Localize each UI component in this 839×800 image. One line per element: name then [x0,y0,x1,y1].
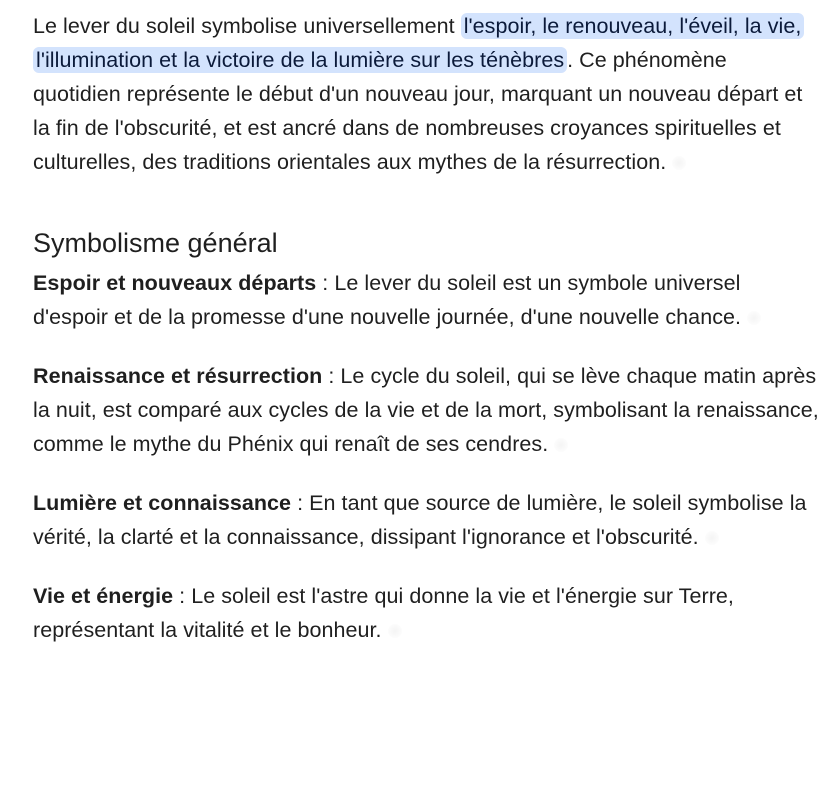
section-heading: Symbolisme général [33,228,278,258]
section-separator: : [173,584,192,608]
section-body: Le soleil est l'astre qui donne la vie et l'énergie sur Terre, représentant la vitalité et le bonheur. [33,584,734,642]
source-indicator-icon[interactable] [705,531,719,545]
source-indicator-icon[interactable] [672,156,686,170]
intro-highlight[interactable]: l'espoir, le renouveau, l'éveil, la vie, l'illumination et la victoire de la lumière sur les ténèbres [33,13,804,73]
section-vie [33,579,819,647]
section-title: Vie et énergie [33,584,174,608]
source-indicator-icon[interactable] [747,311,761,325]
section-body: En tant que source de lumière, le soleil symbolise la vérité, la clarté et la connaissance, dissipant l'ignorance et l'obscurité. [33,491,807,549]
section-separator: : [291,491,310,515]
section-title: Espoir et nouveaux départs [33,271,317,295]
section-body: Le cycle du soleil, qui se lève chaque matin après la nuit, est comparé aux cycles de la vie et de la mort, symbolisant la renaissance, comme le mythe du Phénix qui renaît de ses cendres. [33,364,819,456]
section-title: Renaissance et résurrection [33,364,323,388]
section-espoir [33,266,819,334]
section-lumiere [33,486,819,554]
intro-text-before: Le lever du soleil symbolise universellement [33,14,461,38]
intro-paragraph [33,9,819,179]
section-separator: : [322,364,341,388]
section-title: Lumière et connaissance [33,491,292,515]
section-body: Le lever du soleil est un symbole universel d'espoir et de la promesse d'une nouvelle journée, d'une nouvelle chance. [33,271,742,329]
section-separator: : [316,271,335,295]
intro-text-after: . Ce phénomène quotidien représente le début d'un nouveau jour, marquant un nouveau départ et la fin de l'obscurité, et est ancré dans de nombreuses croyances spirituelles et culturelles, des traditions orientales aux mythes de la résurrection. [33,48,803,174]
section-renaissance [33,359,819,461]
source-indicator-icon[interactable] [388,624,402,638]
source-indicator-icon[interactable] [554,438,568,452]
